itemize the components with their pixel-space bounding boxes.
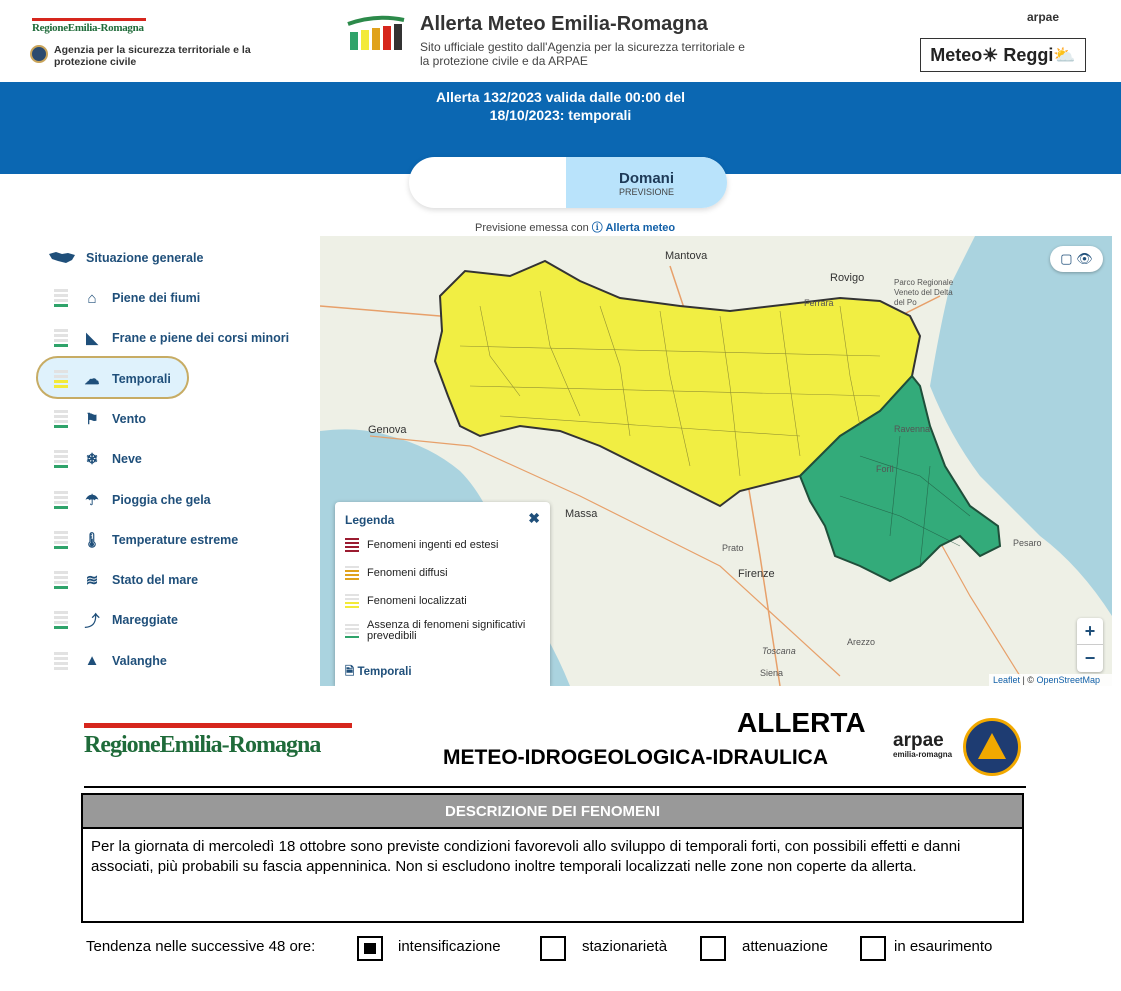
- trend-checkbox-esaurimento: [860, 936, 886, 961]
- map-label-pesaro: Pesaro: [1013, 538, 1042, 548]
- tab-domani[interactable]: Domani PREVISIONE: [566, 157, 727, 208]
- day-tabs: [409, 157, 727, 208]
- avalanche-icon: ▲: [84, 652, 100, 670]
- alert-level-indicator: [54, 329, 68, 347]
- description-header: DESCRIZIONE DEI FENOMENI: [83, 795, 1022, 829]
- legend-label: Fenomeni ingenti ed estesi: [367, 538, 499, 551]
- civil-protection-icon: [30, 45, 48, 63]
- region-map-icon: [48, 250, 76, 266]
- bulletin-subtitle: METEO-IDROGEOLOGICA-IDRAULICA: [443, 746, 828, 769]
- site-header: [0, 0, 1121, 82]
- alert-level-indicator: [54, 289, 68, 307]
- region-logo[interactable]: RegioneEmilia-Romagna: [32, 18, 146, 34]
- storm-surge-icon: ⤴: [84, 612, 100, 630]
- map-legend: [335, 502, 550, 686]
- zoom-in-button[interactable]: +: [1077, 618, 1103, 645]
- trend-option-label: in esaurimento: [894, 938, 993, 955]
- leaflet-link[interactable]: Leaflet: [992, 675, 1020, 685]
- legend-title: Legenda: [345, 513, 395, 527]
- allerta-meteo-logo-icon[interactable]: [346, 14, 406, 54]
- arpae-logo[interactable]: arpae: [1027, 10, 1060, 24]
- alert-level-indicator: [54, 571, 68, 589]
- trend-checkbox-attenuazione: [700, 936, 726, 961]
- alert-level-indicator: [54, 450, 68, 468]
- zoom-out-button[interactable]: −: [1084, 648, 1096, 668]
- legend-swatch: [345, 594, 359, 608]
- bulletin-region-logo: RegioneEmilia-Romagna: [84, 723, 352, 761]
- site-subtitle: Sito ufficiale gestito dall'Agenzia per la sicurezza territoriale e la protezione civile e da ARPAE: [420, 40, 745, 68]
- sidebar-item-label: Temporali: [112, 371, 171, 386]
- sidebar-item-label: Stato del mare: [112, 573, 199, 588]
- sidebar-item[interactable]: [54, 444, 142, 474]
- map-label-massa: Massa: [565, 508, 598, 520]
- alert-map[interactable]: [320, 236, 1112, 686]
- sidebar-item[interactable]: [54, 323, 289, 353]
- waves-icon: ≋: [85, 572, 99, 590]
- landslide-icon: ◣: [86, 330, 98, 348]
- trend-label: Tendenza nelle successive 48 ore:: [86, 938, 316, 955]
- agency-logo[interactable]: Agenzia per la sicurezza territoriale e la protezione civile: [30, 44, 270, 68]
- sidebar-item-label: Neve: [112, 452, 142, 467]
- map-attribution: Leaflet | © OpenStreetMap: [989, 674, 1112, 686]
- bulletin-arpae-logo: arpae emilia-romagna: [893, 730, 953, 759]
- house-flood-icon: ⌂: [87, 289, 97, 307]
- sidebar-item-label: Mareggiate: [112, 613, 178, 628]
- sidebar-item-label: Piene dei fiumi: [112, 291, 201, 305]
- legend-item: [345, 538, 545, 552]
- trend-option-label: attenuazione: [742, 938, 828, 955]
- alert-level-indicator: [54, 531, 68, 549]
- legend-item: [345, 594, 545, 608]
- eye-icon: ▢ 👁: [1060, 251, 1093, 266]
- legend-swatch: [345, 538, 359, 552]
- map-label-siena: Siena: [760, 668, 784, 678]
- trend-option-label: intensificazione: [398, 938, 501, 955]
- forecast-note: Previsione emessa con ⓘ Allerta meteo: [475, 222, 676, 234]
- bulletin-divider: [84, 786, 1026, 788]
- description-text: Per la giornata di mercoledì 18 ottobre sono previste condizioni favorevoli allo sviluppo di temporali forti, con possibili effetti e danni associati, più probabili su fascia appenninica. Non si escludono inoltre temporali localizzati nelle zone non coperte da allerta.: [91, 838, 961, 875]
- freezing-rain-icon: ☂: [85, 491, 99, 509]
- alert-level-indicator: [54, 410, 68, 428]
- map-label-ravenna: Ravenna: [894, 424, 931, 434]
- sidebar-item[interactable]: [54, 283, 200, 313]
- map-label-genova: Genova: [368, 424, 407, 436]
- legend-item: [345, 620, 545, 642]
- allerta-meteo-link[interactable]: ⓘ Allerta meteo: [591, 222, 676, 234]
- alert-title-line1: Allerta 132/2023 valida dalle 00:00 del: [435, 89, 686, 105]
- sidebar-item-label: Frane e piene dei corsi minori: [112, 331, 290, 346]
- map-label-firenze: Firenze: [738, 568, 775, 580]
- sidebar-item-situazione-generale[interactable]: Situazione generale: [48, 243, 203, 273]
- sidebar-item[interactable]: [54, 404, 146, 434]
- alert-level-indicator: [54, 491, 68, 509]
- civil-protection-logo-icon: [963, 718, 1021, 776]
- pdf-icon: 🗎: [345, 666, 358, 678]
- sidebar-item[interactable]: [54, 565, 198, 595]
- layer-toggle-button[interactable]: [1050, 246, 1103, 272]
- legend-pdf-link[interactable]: 🗎 Temporali: [345, 666, 412, 678]
- snow-cloud-icon: ❄: [85, 451, 99, 469]
- thermometer-icon: 🌡: [82, 531, 102, 549]
- map-label-toscana: Toscana: [762, 646, 796, 656]
- trend-option-label: stazionarietà: [582, 938, 668, 955]
- map-label-ferrara: Ferrara: [804, 298, 834, 308]
- sidebar-item[interactable]: [54, 364, 171, 394]
- alert-title-line2: 18/10/2023: temporali: [489, 107, 632, 123]
- legend-close-icon[interactable]: ✖: [528, 510, 540, 526]
- map-label-rovigo: Rovigo: [830, 272, 865, 284]
- legend-item: [345, 566, 545, 580]
- sidebar-item-label: Pioggia che gela: [112, 492, 211, 507]
- sidebar-item-label: Temperature estreme: [112, 532, 239, 547]
- alert-level-indicator: [54, 370, 68, 388]
- windsock-icon: ⚑: [85, 410, 99, 428]
- alert-level-indicator: [54, 652, 68, 670]
- map-label-forli: Forlì: [876, 464, 894, 474]
- trend-checkbox-stazionarieta: [540, 936, 566, 961]
- sidebar-item[interactable]: [54, 646, 167, 676]
- map-label-mantova: Mantova: [665, 250, 708, 262]
- sidebar-item-label: Valanghe: [112, 653, 167, 668]
- thunderstorm-icon: ☁: [84, 370, 100, 388]
- map-label-arezzo: Arezzo: [847, 637, 876, 647]
- sidebar-item-label: Vento: [112, 411, 147, 426]
- meteo-reggi-logo[interactable]: Meteo☀ Reggi⛅: [920, 38, 1086, 72]
- bulletin-title: ALLERTA: [737, 707, 866, 738]
- legend-label: Fenomeni localizzati: [367, 594, 467, 607]
- map-label-parco-delta-po: Parco Regionale Veneto del Delta del Po: [894, 278, 954, 307]
- map-label-prato: Prato: [722, 543, 744, 553]
- description-box: [81, 793, 1024, 923]
- sidebar-item[interactable]: [54, 525, 238, 555]
- legend-label: Fenomeni diffusi: [367, 566, 448, 579]
- sidebar-item[interactable]: [54, 485, 211, 515]
- sidebar-item[interactable]: [54, 605, 178, 635]
- site-title: Allerta Meteo Emilia-Romagna: [420, 13, 708, 35]
- alert-level-indicator: [54, 611, 68, 629]
- osm-link[interactable]: OpenStreetMap: [1036, 675, 1100, 685]
- tab-oggi[interactable]: [409, 157, 566, 208]
- trend-checkbox-intensificazione: [357, 936, 383, 961]
- legend-label: Assenza di fenomeni significativi prevedibili: [367, 619, 526, 642]
- legend-swatch: [345, 624, 359, 638]
- legend-swatch: [345, 566, 359, 580]
- zoom-control: [1077, 618, 1103, 672]
